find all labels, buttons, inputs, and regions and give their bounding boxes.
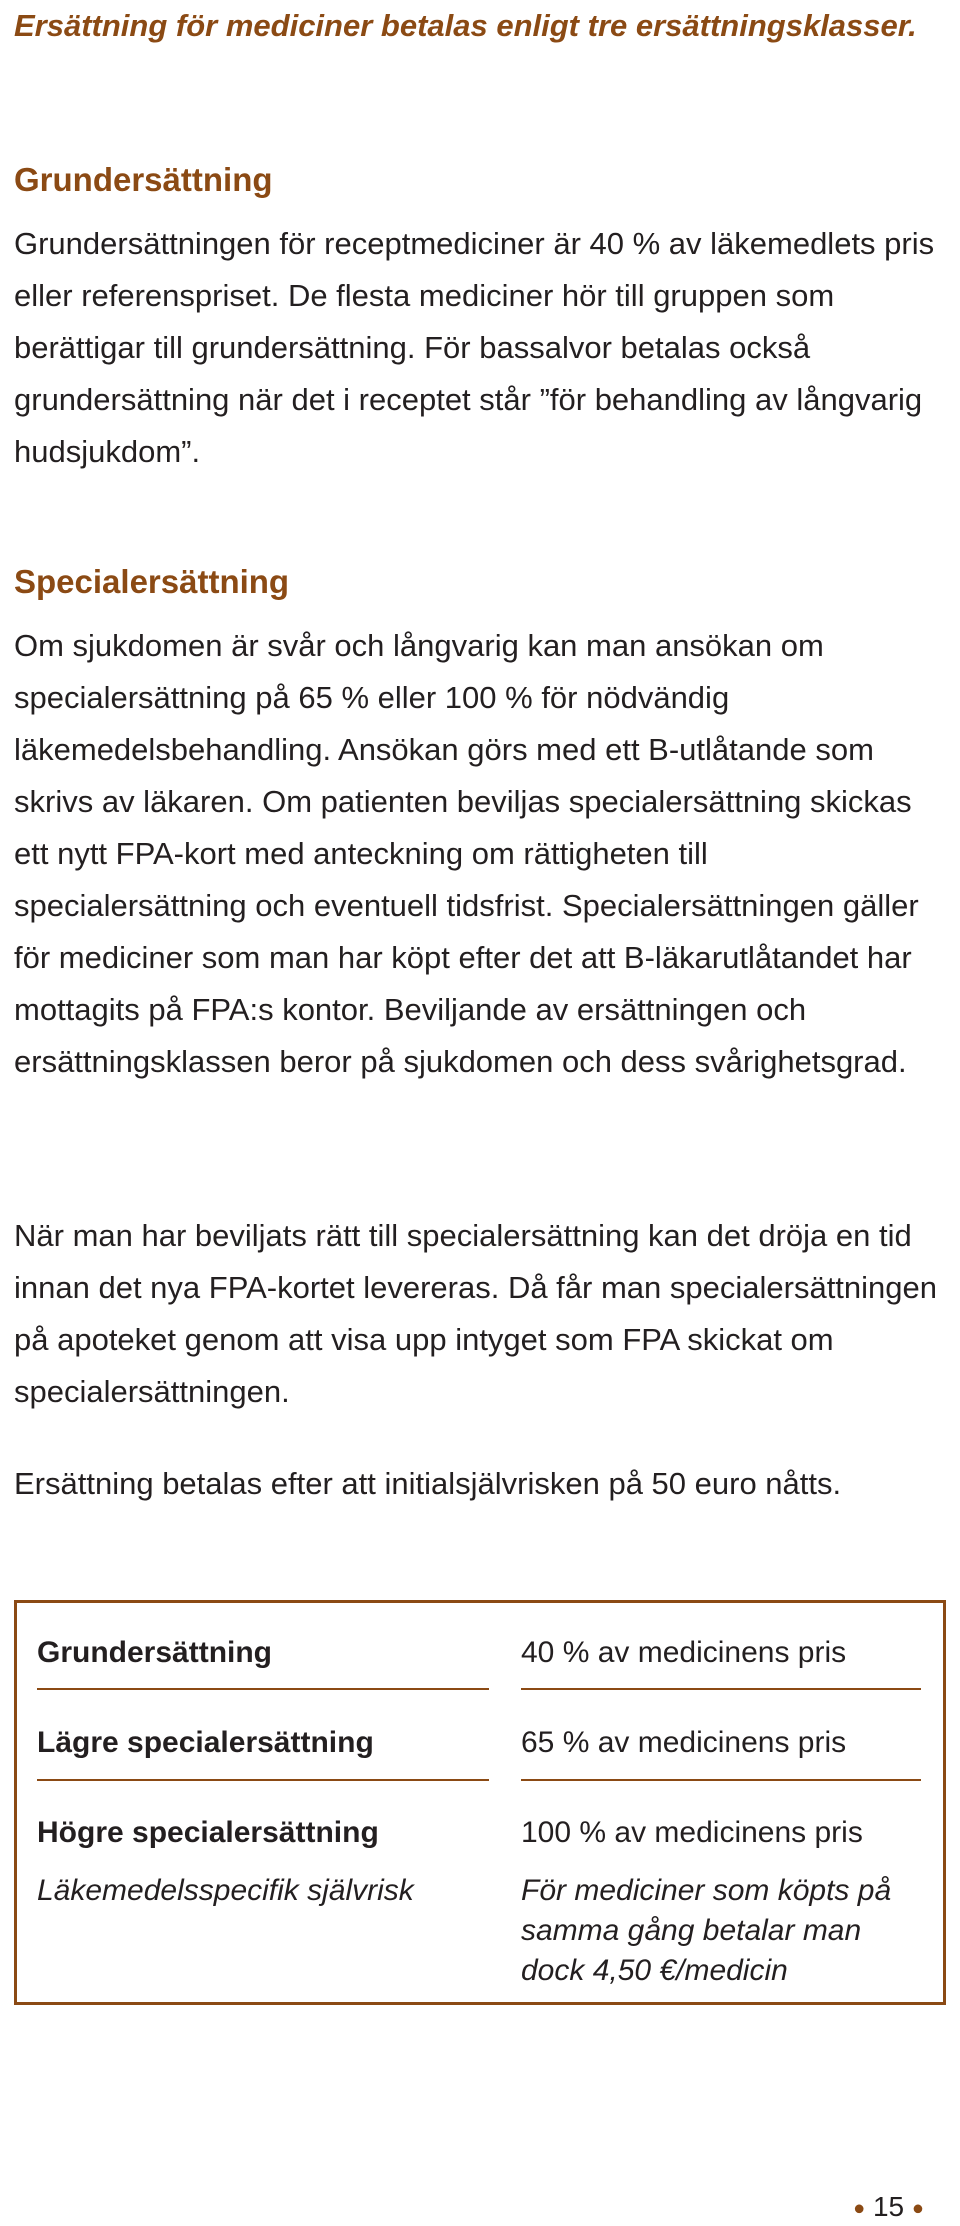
table-value: För mediciner som köpts på samma gång betalar man dock 4,50 €/medicin xyxy=(521,1874,892,1987)
paragraph-specialersattning: Om sjukdomen är svår och långvarig kan man ansökan om specialersättning på 65 % eller 100 % för nödvändig läkemedelsbehandling. Ansökan görs med ett B-utlåtande som skrivs av läkaren. Om patienten beviljas specialersättning skickas ett nytt FPA-kort med anteckning om rättigheten till specialersättning och eventuell tidsfrist. Specialersättningen gäller för mediciner som man har köpt efter det att B-läkarutlåtandet har mottagits på FPA:s kontor. Beviljande av ersättningen och ersättningsklassen beror på sjukdomen och dess svårighetsgrad. xyxy=(14,628,919,1079)
table-label: Lägre specialersättning xyxy=(37,1726,374,1759)
divider xyxy=(37,1779,489,1781)
divider xyxy=(521,1688,921,1690)
table-label: Grundersättning xyxy=(37,1636,273,1669)
paragraph-leverans: När man har beviljats rätt till specialersättning kan det dröja en tid innan det nya FPA-kortet levereras. Då får man specialersättningen på apoteket genom att visa upp intyget som FPA skickat om specialersättningen. xyxy=(14,1218,938,1409)
table-value: 40 % av medicinens pris xyxy=(521,1636,847,1669)
bullet-icon: ● xyxy=(853,2197,866,2220)
heading-grundersattning: Grundersättning xyxy=(14,161,273,198)
bullet-icon: ● xyxy=(911,2197,924,2220)
divider xyxy=(37,1688,489,1690)
compensation-table xyxy=(14,1600,946,2005)
table-label: Högre specialersättning xyxy=(37,1816,379,1849)
heading-specialersattning: Specialersättning xyxy=(14,563,290,600)
paragraph-grundersattning: Grundersättningen för receptmediciner är 40 % av läkemedlets pris eller referenspriset. De flesta mediciner hör till gruppen som berättigar till grundersättning. För bassalvor betalas också grundersättning när det i receptet står ”för behandling av långvarig hudsjukdom”. xyxy=(14,226,935,469)
paragraph-sjalvrisk: Ersättning betalas efter att initialsjälvrisken på 50 euro nåtts. xyxy=(14,1466,842,1501)
page-footer xyxy=(853,2190,924,2226)
table-value: 100 % av medicinens pris xyxy=(521,1816,863,1849)
page-number: 15 xyxy=(872,2191,905,2222)
divider xyxy=(521,1779,921,1781)
table-label: Läkemedelsspecifik självrisk xyxy=(37,1874,414,1907)
intro-text: Ersättning för mediciner betalas enligt tre ersättningsklasser. xyxy=(14,8,917,43)
table-value: 65 % av medicinens pris xyxy=(521,1726,847,1759)
